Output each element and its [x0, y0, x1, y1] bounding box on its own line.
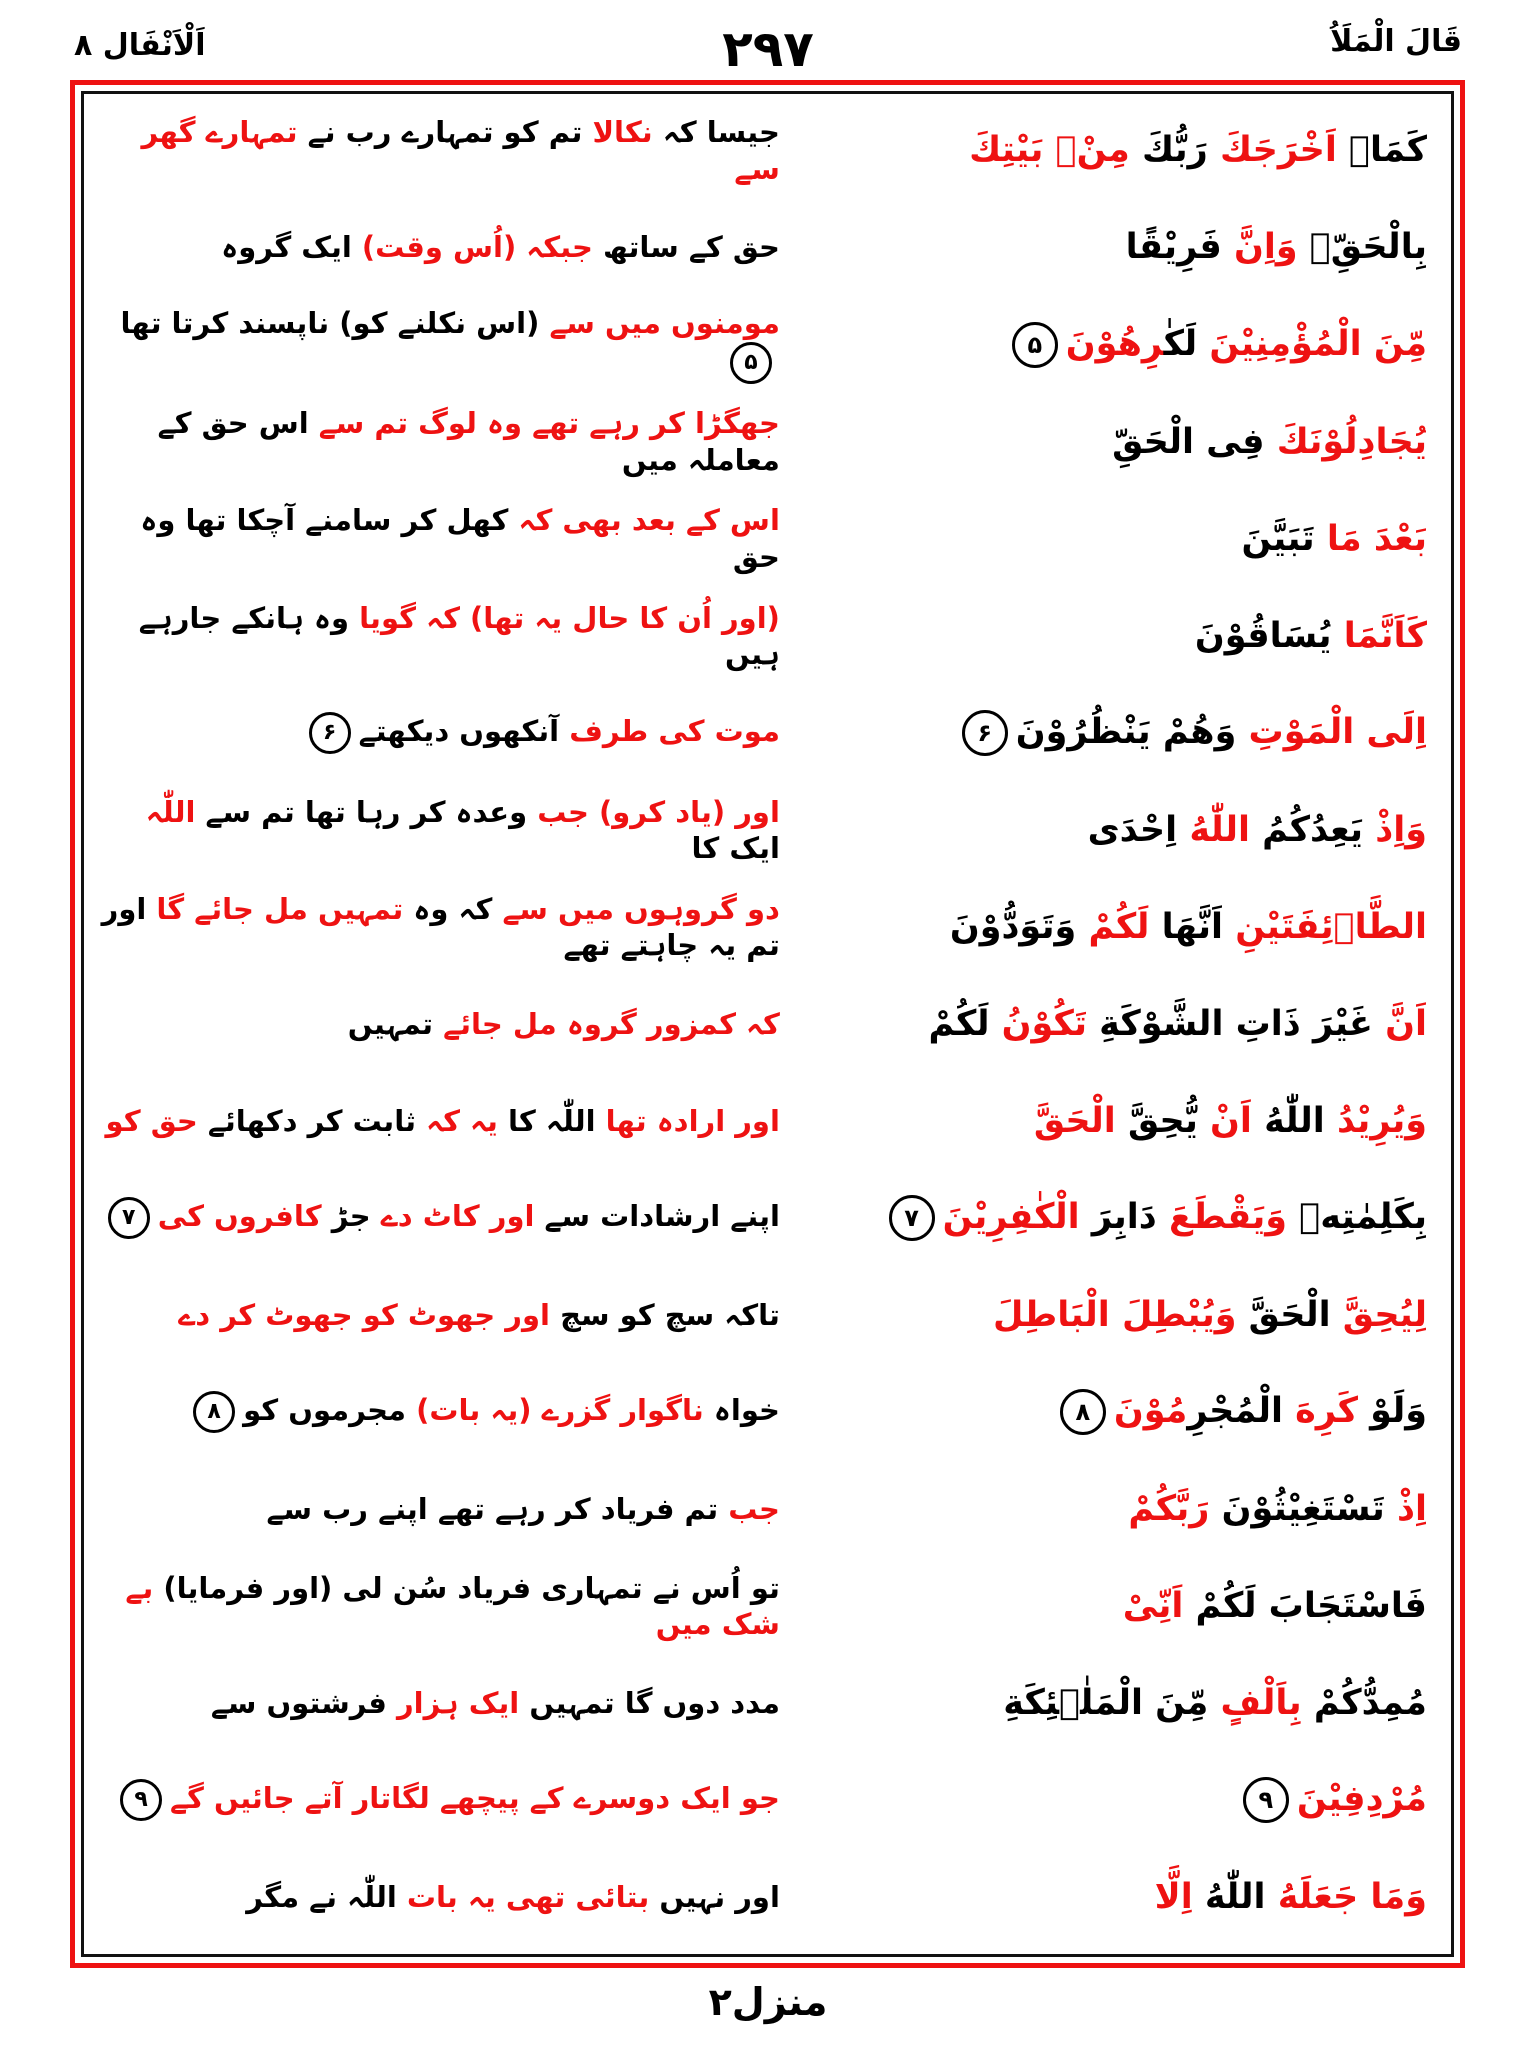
text-segment: اللّٰهُ	[1204, 1877, 1266, 1918]
text-segment: اللّٰهُ	[1189, 809, 1250, 850]
verse-row	[94, 686, 1441, 780]
text-segment: رَبَّكُمْ	[1128, 1489, 1210, 1530]
text-segment: الْحَقَّ	[1248, 1294, 1331, 1335]
text-segment: جب	[728, 1492, 780, 1527]
text-segment: جیسا کہ	[662, 115, 780, 150]
text-segment: لِيُحِقَّ	[1342, 1294, 1427, 1335]
text-segment: تمہیں	[347, 1006, 434, 1041]
text-segment: اِلَى الْمَوْتِ	[1248, 711, 1427, 752]
text-segment: يَعِدُكُمُ	[1262, 809, 1364, 850]
verse-row	[94, 1559, 1441, 1653]
verse-end-marker: ۵	[1012, 322, 1058, 368]
arabic-verse	[808, 1489, 1441, 1529]
page-border-frame	[70, 80, 1465, 1968]
page-number: ۲۹۷	[722, 20, 814, 78]
juz-name-label: قَالَ الْمَلَاُ	[1330, 24, 1462, 59]
arabic-verse	[808, 710, 1441, 756]
text-segment: تمہارے گھر سے	[141, 115, 780, 186]
verse-end-marker: ۷	[108, 1197, 150, 1239]
text-segment: مِّنَ الْمُؤْمِنِيْنَ	[1209, 323, 1427, 364]
text-segment: بتائی تھی یہ بات	[406, 1880, 650, 1915]
surah-name-label: اَلْاَنْفَال ۸	[74, 28, 206, 63]
text-segment: کہ وہ	[413, 891, 493, 926]
text-segment: ایک گروہ	[221, 230, 352, 265]
manzil-label: منزل۲	[708, 1980, 828, 2024]
text-segment: اِحْدَى	[1087, 809, 1178, 850]
text-segment: تَبَيَّنَ	[1241, 518, 1315, 559]
text-segment: جھگڑا کر رہے تھے وہ لوگ تم سے	[318, 406, 780, 441]
verse-row	[94, 783, 1441, 877]
verse-row	[94, 1850, 1441, 1944]
text-segment: يُّحِقَّ	[1127, 1100, 1198, 1141]
text-segment: مُوْنَ	[1113, 1391, 1188, 1432]
text-segment: يُسَاقُوْنَ	[1194, 615, 1332, 656]
text-segment: كَاَنَّمَا	[1343, 615, 1427, 656]
text-segment: بے شک میں	[125, 1570, 780, 1642]
urdu-translation	[94, 1491, 808, 1527]
text-segment: خواہ	[713, 1393, 780, 1428]
text-segment: يُجَادِلُوْنَكَ	[1276, 421, 1427, 462]
text-segment: الطَّاۤئِفَتَيْنِ	[1235, 906, 1427, 947]
text-segment: نکالا	[592, 115, 653, 150]
text-segment: تو اُس نے تمہاری فریاد سُن لی (اور فرمایا)	[163, 1570, 780, 1605]
urdu-translation	[94, 600, 808, 673]
text-segment: اللّٰہ نے مگر	[246, 1880, 397, 1915]
urdu-translation	[94, 1779, 808, 1821]
arabic-verse	[808, 1586, 1441, 1626]
arabic-verse	[808, 907, 1441, 947]
verse-row	[94, 298, 1441, 392]
text-segment: جڑ	[331, 1199, 371, 1234]
text-segment: دو گروہوں میں سے	[502, 891, 780, 926]
text-segment: وَلَوْ	[1370, 1391, 1427, 1432]
text-segment: وہ ہانکے جارہے ہیں	[138, 600, 780, 671]
verse-row	[94, 880, 1441, 974]
text-segment: لَكٰ‍	[1163, 323, 1198, 364]
text-segment: اللّٰهُ	[1264, 1100, 1325, 1141]
arabic-verse	[808, 519, 1441, 559]
text-segment: (اس نکلنے کو) ناپسند کرتا تھا	[120, 306, 540, 341]
text-segment: تَكُوْنُ	[1001, 1003, 1087, 1044]
verse-end-marker: ۵	[730, 342, 772, 384]
verse-row	[94, 1268, 1441, 1362]
verse-end-marker: ۶	[962, 710, 1008, 756]
text-segment: الْحَقَّ	[1033, 1100, 1116, 1141]
urdu-translation	[94, 502, 808, 575]
text-segment: رَبُّكَ	[1141, 130, 1208, 171]
arabic-verse	[808, 1389, 1441, 1435]
text-segment: وَيُبْطِلَ الْبَاطِلَ	[993, 1294, 1237, 1335]
verse-row	[94, 104, 1441, 198]
text-segment: اَنَّهَا	[1161, 906, 1223, 947]
text-segment: وَاِنَّ	[1233, 227, 1298, 268]
urdu-translation	[94, 114, 808, 187]
urdu-translation	[94, 229, 808, 265]
urdu-translation	[94, 1685, 808, 1721]
text-segment: ناگوار گزرے (یہ بات)	[416, 1393, 704, 1428]
text-segment: لَكُمْ	[928, 1003, 990, 1044]
verse-row	[94, 1365, 1441, 1459]
text-segment: موت کی طرف	[569, 713, 780, 748]
text-segment: مومنوں میں سے	[549, 306, 780, 341]
verse-end-marker: ۸	[1060, 1389, 1106, 1435]
urdu-translation	[94, 794, 808, 867]
verse-row	[94, 1171, 1441, 1265]
text-segment: اور (یاد کرو) جب	[537, 794, 780, 829]
text-segment: اَخْرَجَكَ	[1220, 130, 1337, 171]
verse-row	[94, 395, 1441, 489]
text-segment: اور نہیں	[659, 1880, 780, 1915]
text-segment: اور کاٹ دے	[380, 1199, 535, 1234]
text-segment: الْكٰفِرِيْنَ	[942, 1197, 1080, 1238]
text-segment: حق کے ساتھ	[603, 230, 780, 265]
text-segment: وَاِذْ	[1375, 809, 1427, 850]
text-segment: ‍رِهُوْنَ	[1065, 323, 1164, 364]
verse-row	[94, 1656, 1441, 1750]
text-segment: اَنْ	[1210, 1100, 1252, 1141]
text-segment: مِنْۢ بَيْتِكَ	[969, 130, 1130, 171]
verse-row	[94, 1753, 1441, 1847]
page-header	[70, 18, 1466, 76]
text-segment: فرشتوں سے	[210, 1686, 387, 1721]
text-segment: اس حق کے معاملہ میں	[157, 406, 780, 477]
arabic-verse	[808, 810, 1441, 850]
text-segment: اور جھوٹ کو جھوٹ کر دے	[178, 1297, 550, 1332]
arabic-verse	[808, 1004, 1441, 1044]
text-segment: وَهُمْ يَنْظُرُوْنَ	[1015, 711, 1237, 752]
text-segment: اِلَّا	[1154, 1877, 1193, 1918]
text-segment: مُرْدِفِيْنَ	[1296, 1779, 1427, 1820]
text-segment: جو ایک دوسرے کے پیچھے لگاتار آتے جائیں گے	[170, 1781, 780, 1816]
arabic-verse	[808, 1683, 1441, 1723]
text-segment: اس کے بعد بھی کہ	[518, 503, 780, 538]
text-segment: مدد دوں گا تمہیں	[529, 1686, 780, 1721]
text-segment: كَمَاۤ	[1349, 130, 1427, 171]
text-segment: کہ کمزور گروہ مل جائے	[443, 1006, 780, 1041]
verse-end-marker: ۹	[120, 1779, 162, 1821]
verse-end-marker: ۹	[1243, 1777, 1289, 1823]
text-segment: اور ارادہ تھا	[605, 1103, 780, 1138]
urdu-translation	[94, 405, 808, 478]
text-segment: فَرِيْقًا	[1125, 227, 1222, 268]
text-segment: اور تم یہ چاہتے تھے	[101, 891, 780, 962]
text-segment: تم فریاد کر رہے تھے	[437, 1492, 719, 1527]
text-segment: کھل کر سامنے آچکا تھا وہ حق	[140, 503, 780, 574]
text-segment: اِذْ	[1397, 1489, 1427, 1530]
arabic-verse	[808, 1295, 1441, 1335]
text-segment: دَابِرَ	[1091, 1197, 1157, 1238]
urdu-translation	[94, 1103, 808, 1139]
text-segment: اپنے رب سے	[266, 1492, 428, 1527]
text-segment: آنکھوں دیکھتے	[358, 713, 560, 748]
inner-border	[81, 91, 1454, 1957]
text-segment: اللّٰہ	[145, 794, 196, 829]
verse-row	[94, 589, 1441, 683]
text-segment: مجرموں کو	[243, 1393, 407, 1428]
verse-row	[94, 201, 1441, 295]
text-segment: حق کو	[105, 1103, 198, 1138]
text-segment: وَيُرِيْدُ	[1336, 1100, 1427, 1141]
urdu-translation	[94, 1570, 808, 1643]
arabic-verse	[808, 616, 1441, 656]
urdu-translation	[94, 712, 808, 754]
text-segment: الْمُجْرِ	[1187, 1391, 1283, 1432]
text-segment: اللّٰہ کا	[508, 1103, 596, 1138]
urdu-translation	[94, 1006, 808, 1042]
text-segment: جبکہ (اُس وقت)	[361, 230, 593, 265]
text-segment: بِكَلِمٰتِهٖ	[1299, 1197, 1427, 1238]
text-segment: مِّنَ الْمَلٰۤئِكَةِ	[1003, 1683, 1209, 1724]
verse-end-marker: ۷	[889, 1195, 935, 1241]
text-segment: کافروں کی	[157, 1199, 322, 1234]
text-segment: اَنَّ	[1385, 1003, 1427, 1044]
text-segment: ایک ہزار	[396, 1686, 520, 1721]
text-segment: ایک کا	[691, 830, 780, 865]
text-segment: ثابت کر دکھائے	[207, 1103, 416, 1138]
text-segment: وَمَا جَعَلَهُ	[1277, 1877, 1427, 1918]
urdu-translation	[94, 1197, 808, 1239]
text-segment: بِاَلْفٍ	[1220, 1683, 1302, 1724]
verse-rows-container	[94, 102, 1441, 1946]
urdu-translation	[94, 1391, 808, 1433]
page-footer	[0, 1980, 1536, 2040]
text-segment: اَنِّىْ	[1122, 1586, 1184, 1627]
text-segment: (اور اُن کا حال یہ تھا) کہ گویا	[359, 600, 780, 635]
text-segment: غَيْرَ ذَاتِ الشَّوْكَةِ	[1099, 1003, 1373, 1044]
verse-row	[94, 492, 1441, 586]
urdu-translation	[94, 305, 808, 383]
arabic-verse	[808, 227, 1441, 267]
text-segment: فِى الْحَقِّ	[1112, 421, 1265, 462]
urdu-translation	[94, 891, 808, 964]
text-segment: بَعْدَ مَا	[1326, 518, 1427, 559]
text-segment: تم کو تمہارے رب نے	[307, 115, 583, 150]
arabic-verse	[808, 1195, 1441, 1241]
verse-row	[94, 1462, 1441, 1556]
text-segment: وَتَوَدُّوْنَ	[949, 906, 1077, 947]
verse-row	[94, 977, 1441, 1071]
text-segment: وَيَقْطَعَ	[1168, 1197, 1288, 1238]
text-segment: كَرِهَ	[1295, 1391, 1358, 1432]
verse-end-marker: ۸	[193, 1391, 235, 1433]
text-segment: تمہیں مل جائے گا	[156, 891, 404, 926]
text-segment: لَكُمْ	[1088, 906, 1150, 947]
text-segment: تاکہ سچ کو سچ	[560, 1297, 780, 1332]
arabic-verse	[808, 322, 1441, 368]
arabic-verse	[808, 130, 1441, 170]
arabic-verse	[808, 1101, 1441, 1141]
text-segment: یہ کہ	[426, 1103, 498, 1138]
text-segment: بِالْحَقِّۖ	[1309, 227, 1427, 268]
text-segment: تَسْتَغِيْثُوْنَ	[1221, 1489, 1385, 1530]
arabic-verse	[808, 1777, 1441, 1823]
urdu-translation	[94, 1297, 808, 1333]
text-segment: فَاسْتَجَابَ لَكُمْ	[1195, 1586, 1427, 1627]
verse-end-marker: ۶	[309, 712, 351, 754]
text-segment: مُمِدُّكُمْ	[1313, 1683, 1427, 1724]
verse-row	[94, 1074, 1441, 1168]
text-segment: اپنے ارشادات سے	[544, 1199, 780, 1234]
arabic-verse	[808, 422, 1441, 462]
arabic-verse	[808, 1877, 1441, 1917]
text-segment: وعدہ کر رہا تھا تم سے	[205, 794, 528, 829]
urdu-translation	[94, 1879, 808, 1915]
